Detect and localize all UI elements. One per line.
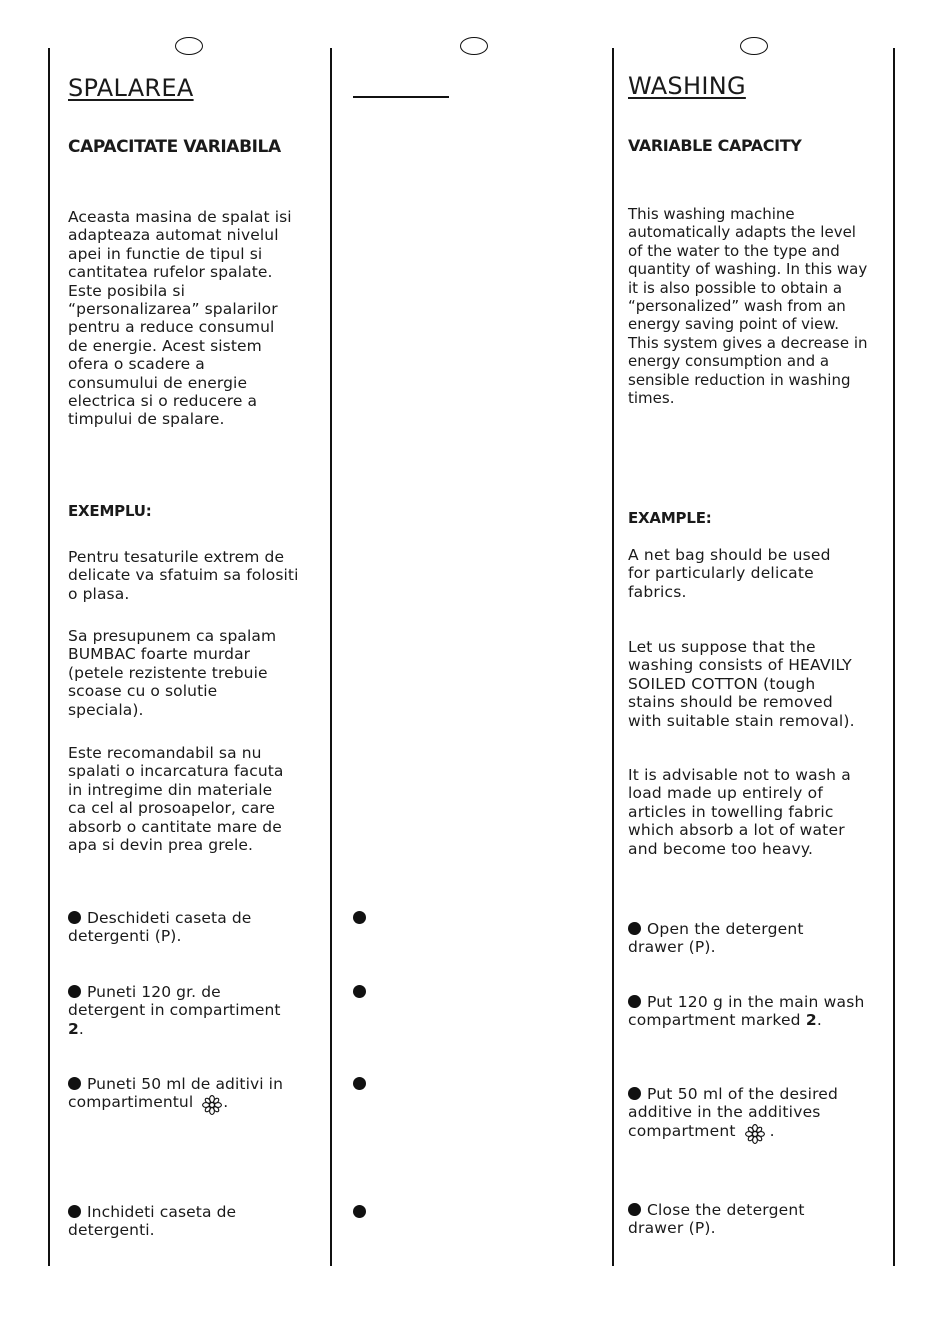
step-close-drawer: Inchideti caseta de detergenti.: [68, 1203, 237, 1240]
section-heading: VARIABLE CAPACITY: [628, 136, 802, 155]
step-add-detergent: Put 120 g in the main wash compartment marked 2.: [628, 993, 865, 1030]
cotton-paragraph: Sa presupunem ca spalam BUMBAC foarte murdar (petele rezistente trebuie scoase cu o solutie speciala).: [68, 627, 277, 719]
bullet-icon: [68, 1205, 81, 1218]
step-add-detergent: Puneti 120 gr. de detergent in compartiment 2.: [68, 983, 281, 1038]
example-label: EXAMPLE:: [628, 509, 712, 527]
blank-title-underline: [353, 96, 449, 98]
section-title: WASHING: [628, 72, 746, 100]
bullet-icon: [68, 1077, 81, 1090]
section-heading: CAPACITATE VARIABILA: [68, 137, 281, 157]
language-oval-icon: [175, 37, 203, 55]
net-bag-paragraph: Pentru tesaturile extrem de delicate va sfatuim sa folositi o plasa.: [68, 548, 299, 603]
section-title: SPALAREA: [68, 74, 194, 102]
flower-icon: [744, 1123, 766, 1145]
language-oval-icon: [460, 37, 488, 55]
bullet-icon: [68, 911, 81, 924]
language-oval-icon: [740, 37, 768, 55]
step-close-drawer: Close the detergent drawer (P).: [628, 1201, 805, 1238]
column-divider-center-right: [612, 48, 614, 1266]
bullet-icon: [628, 995, 641, 1008]
column-divider-right: [893, 48, 895, 1266]
step-add-additive: Put 50 ml of the desired additive in the additives compartment .: [628, 1085, 838, 1145]
column-divider-left: [48, 48, 50, 1266]
step-add-additive: Puneti 50 ml de aditivi in compartimentul .: [68, 1075, 283, 1116]
towelling-paragraph: Este recomandabil sa nu spalati o incarcatura facuta in intregime din materiale ca cel al prosoapelor, care absorb o cantitate mare de apa si devin prea grele.: [68, 744, 284, 855]
intro-paragraph: Aceasta masina de spalat isi adapteaza automat nivelul apei in functie de tipul si cantitatea rufelor spalate. Este posibila si “personalizarea” spalarilor pentru a reduce consumul de energie. Acest sistem ofera o scadere a consumului de energie electrica si o reducere a timpului de spalare.: [68, 208, 292, 429]
bullet-icon: [353, 1205, 366, 1218]
bullet-icon: [628, 922, 641, 935]
towelling-paragraph: It is advisable not to wash a load made up entirely of articles in towelling fabric which absorb a lot of water and become too heavy.: [628, 766, 851, 858]
compartment-number: 2: [68, 1019, 79, 1038]
bullet-icon: [68, 985, 81, 998]
bullet-icon: [628, 1203, 641, 1216]
compartment-number: 2: [805, 1011, 817, 1030]
example-label: EXEMPLU:: [68, 502, 152, 520]
bullet-icon: [353, 911, 366, 924]
column-divider-center-left: [330, 48, 332, 1266]
step-open-drawer: Open the detergent drawer (P).: [628, 920, 804, 957]
flower-icon: [201, 1094, 223, 1116]
bullet-icon: [353, 985, 366, 998]
intro-paragraph: This washing machine automatically adapts the level of the water to the type and quantity of washing. In this way it is also possible to obtain a “personalized” wash from an energy saving point of view. This system gives a decrease in energy consumption and a sensible reduction in washing times.: [628, 205, 868, 408]
step-open-drawer: Deschideti caseta de detergenti (P).: [68, 909, 252, 946]
bullet-icon: [628, 1087, 641, 1100]
cotton-paragraph: Let us suppose that the washing consists of HEAVILY SOILED COTTON (tough stains should be removed with suitable stain removal).: [628, 638, 855, 730]
net-bag-paragraph: A net bag should be used for particularly delicate fabrics.: [628, 546, 831, 601]
bullet-icon: [353, 1077, 366, 1090]
